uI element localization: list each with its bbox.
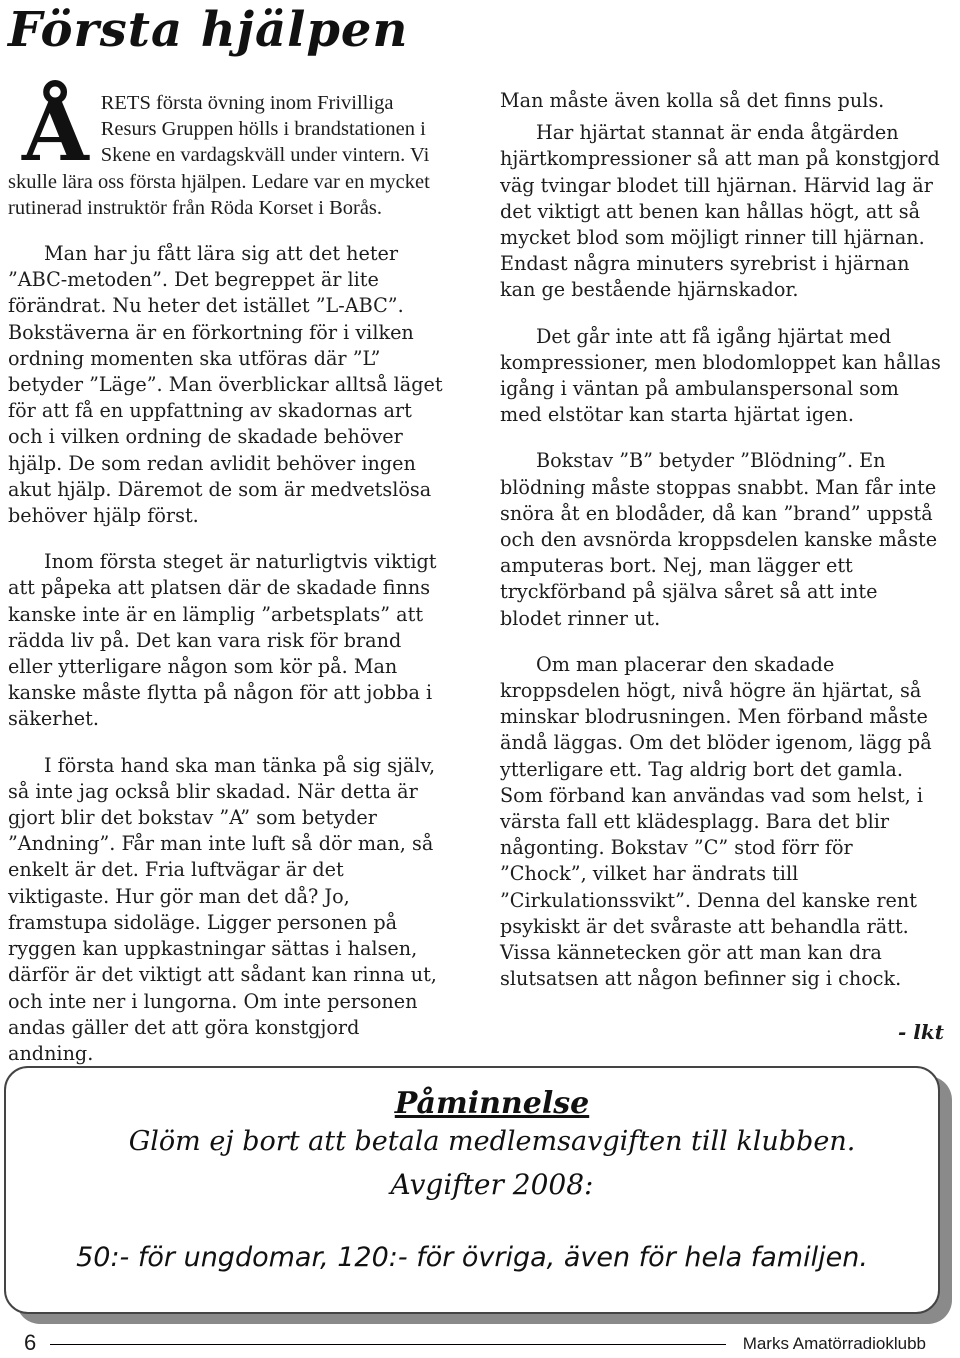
article-left-column <box>8 80 450 1087</box>
article-paragraph-4: I första hand ska man tänka på sig själv, så inte jag också blir skadad. När detta är gjort blir det bokstav ”A” som betyder ”Andning”. Får man inte luft så dör man, så enkelt är det. Fria luftvägar är det viktigaste. Hur gör man det då? Jo, framstupa sidoläge. Ligger personen på ryggen kan uppkastningar sättas i halsen, därför är det viktigt att sådant kan rinna ut, och inte ner i lungorna. Om inte personen andas gäller det att göra konstgjord andning. <box>8 753 437 1065</box>
article-right-column <box>500 88 942 1013</box>
article-paragraph-9: Om man placerar den skadade kroppsdelen högt, nivå högre än hjärtat, så minskar blodrusningen. Men förband måste ändå läggas. Om det blöder igenom, lägg på ytterligare ett. Tag aldrig bort det gamla. Som förband kan användas vad som helst, i värsta fall ett klädesplagg. Bara det blir någonting. Bokstav ”C” stod förr för ”Chock”, vilket har ändrats till ”Cirkulationssvikt”. Denna del kanske rent psykiskt är det svåraste att behandla rätt. Vissa kännetecken gör att man kan dra slutsatsen att någon befinner sig i chock. <box>500 652 932 991</box>
article-paragraph-3: Inom första steget är naturligtvis viktigt att påpeka att platsen där de skadade finns kanske inte är en lämplig ”arbetsplats” att rädda liv på. Det kan vara risk för brand eller ytterligare någon som kör på. Man kanske måste flytta på någon för att jobba i säkerhet. <box>8 550 437 731</box>
article-paragraph-6: Har hjärtat stannat är enda åtgärden hjärtkompressioner så att man på konstgjord väg tvingar blodet till hjärnan. Härvid lag är det viktigt att benen kan hållas högt, att så mycket blod som möjligt rinner till hjärnan. Endast några minuters syrebrist i hjärnan kan ge bestående hjärnskador. <box>500 121 940 302</box>
article-paragraph-1 <box>8 80 450 221</box>
page-title: Första hjälpen <box>8 2 409 58</box>
drop-cap: Å <box>22 80 89 181</box>
footer-club-name: Marks Amatörradioklubb <box>742 1334 926 1353</box>
footer-divider <box>50 1344 726 1345</box>
notice-title: Påminnelse <box>394 1086 590 1121</box>
notice-box <box>4 1066 940 1314</box>
article-paragraph-7: Det går inte att få igång hjärtat med kompressioner, men blodomloppet kan hållas igång i väntan på ambulanspersonal som med elstötar kan starta hjärtat igen. <box>500 324 941 427</box>
notice-fees-text: 50:- för ungdomar, 120:- för övriga, även för hela familjen. <box>76 1242 868 1273</box>
article-paragraph-2: Man har ju fått lära sig att det heter ”ABC-metoden”. Det begreppet är lite förändrat. Nu heter det istället ”L-ABC”. Bokstäverna är en förkortning för i vilken ordning momenten ska utföras där ”L” betyder ”Läge”. Man överblickar alltså läget för att få en uppfattning av skadornas art och i vilken ordning de skadade behöver hjälp. De som redan avlidit behöver ingen akut hjälp. Däremot de som är medvetslösa behöver hjälp först. <box>8 242 443 528</box>
notice-reminder-text: Glöm ej bort att betala medlemsavgiften till klubben. <box>128 1126 856 1157</box>
notice-fees-heading: Avgifter 2008: <box>390 1168 594 1201</box>
article-paragraph-5: Man måste även kolla så det finns puls. <box>500 89 885 112</box>
author-signature: - lkt <box>898 1020 944 1044</box>
page-number: 6 <box>24 1330 37 1355</box>
article-paragraph-8: Bokstav ”B” betyder ”Blödning”. En blödning måste stoppas snabbt. Man får inte snöra åt en blodåder, då kan ”brand” uppstå och den avsnörda kroppsdelen kanske måste amputeras bort. Nej, man lägger ett tryckförband på själva såret så att inte blodet rinner ut. <box>500 449 938 630</box>
article-paragraph-1-text: RETS första övning inom Frivilliga Resurs Gruppen hölls i brandstationen i Skene en vardagskväll under vintern. Vi skulle lära oss första hjälpen. Ledare var en mycket rutinerad instruktör från Röda Korset i Borås. <box>8 92 430 219</box>
